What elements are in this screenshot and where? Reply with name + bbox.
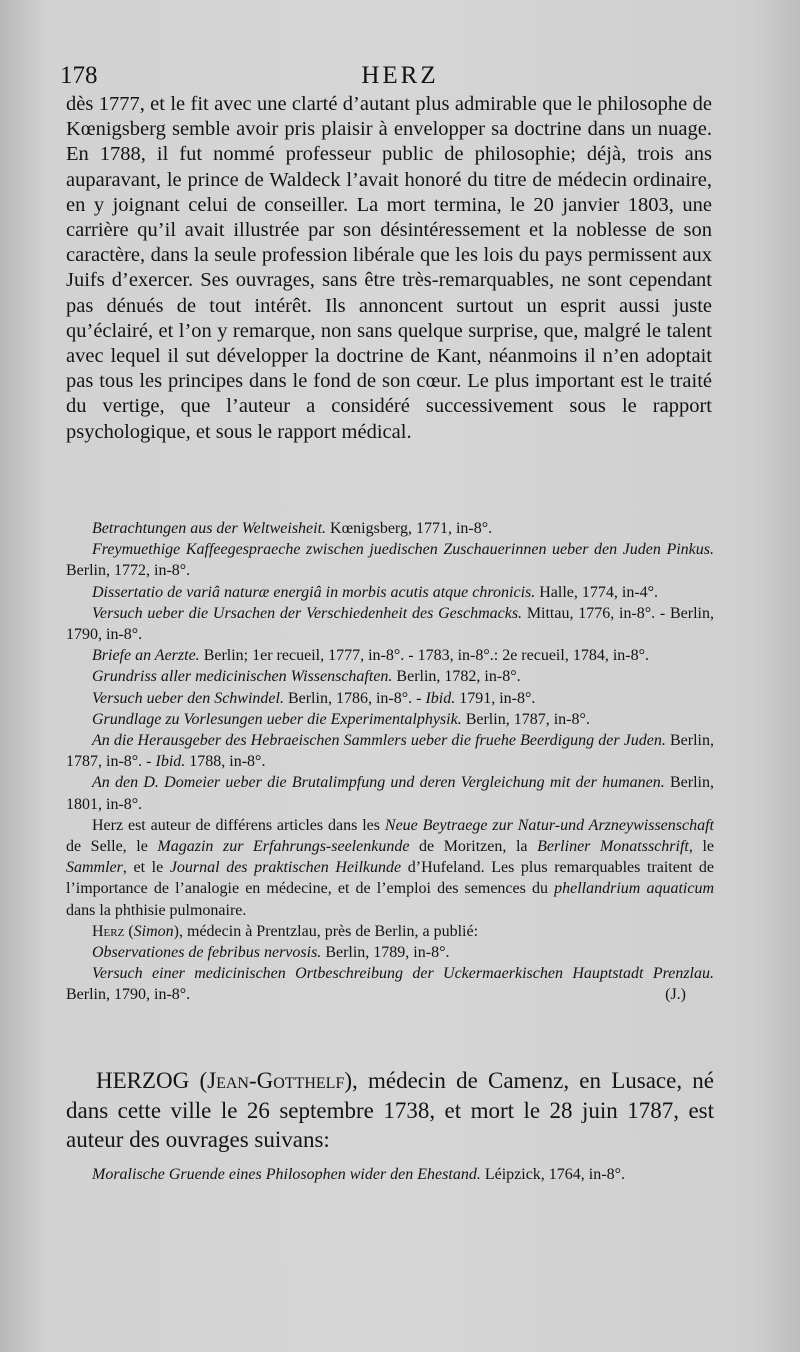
body-paragraph: dès 1777, et le fit avec une clarté d’autant plus admirable que le philosophe de Kœnigsberg semble avoir pris plaisir à envelopper sa doctrine dans un nuage. En 1788, il fut nommé professeur public de philosophie; déjà, trois ans auparavant, le prince de Waldeck l’avait honoré du titre de médecin ordinaire, en y joignant celui de conseiller. La mort termina, le 20 janvier 1803, une carrière qu’il avait illustrée par son désintéressement et la noblesse de son caractère, dans la seule profession libérale que les lois du pays permissent aux Juifs d’exercer. Ses ouvrages, sans être très-remarquables, ne sont cependant pas dénués de tout intérêt. Ils annoncent surtout un esprit aussi juste qu’éclairé, et l’on y remarque, non sans quelque surprise, que, malgré le talent avec lequel il sut développer la doctrine de Kant, néanmoins il n’en adoptait pas tous les principes dans le fond de son cœur. Le plus important est le traité du vertige, que l’auteur a considéré successivement sous le rapport psychologique, et sous le rapport médical. — [66, 93, 712, 443]
bibliography-entry: An die Herausgeber des Hebraeischen Sammlers ueber die fruehe Beerdigung der Juden. Berlin, 1787, in-8°. - Ibid. 1788, in-8°. — [66, 732, 714, 771]
bibliography-entry: An den D. Domeier ueber die Brutalimpfung und deren Vergleichung mit der humanen. Berlin, 1801, in-8°. — [66, 774, 714, 813]
herzog-works — [66, 1164, 714, 1186]
page-number: 178 — [60, 62, 98, 89]
simon-herz-entry: Herz (Simon), médecin à Prentzlau, près de Berlin, a publié: — [92, 922, 479, 940]
bibliography-entry: Betrachtungen aus der Weltweisheit. Kœnigsberg, 1771, in-8°. — [92, 520, 493, 537]
bibliography-entry: Freymuethige Kaffeegespraeche zwischen juedischen Zuschauerinnen ueber den Juden Pinkus. Berlin, 1772, in-8°. — [66, 541, 714, 580]
bibliography-entry: Versuch einer medicinischen Ortbeschreibung der Uckermaerkischen Hauptstadt Prenzlau. Berlin, 1790, in-8°. (J.) — [66, 963, 714, 1005]
page-header — [60, 62, 740, 92]
bibliography-entry: Moralische Gruende eines Philosophen wider den Ehestand. Léipzick, 1764, in-8°. — [92, 1166, 625, 1183]
bibliography-entry: Observationes de febribus nervosis. Berlin, 1789, in-8°. — [92, 944, 450, 962]
bibliography-entry: Grundlage zu Vorlesungen ueber die Experimentalphysik. Berlin, 1787, in-8°. — [92, 710, 590, 728]
articles-note: Herz est auteur de différens articles dans les Neue Beytraege zur Natur-und Arzneywissenschaft de Selle, le Magazin zur Erfahrungs-seelenkunde de Moritzen, la Berliner Monatsschrift, le Sammler, et le Journal des praktischen Heilkunde d’Hufeland. Les plus remarquables traitent de l’importance de l’analogie en médecine, et de l’emploi des semences du phellandrium aquaticum dans la phthisie pulmonaire. — [66, 816, 715, 919]
herzog-first-name: Jean-Gotthelf — [207, 1068, 345, 1093]
running-head: HERZ — [361, 62, 439, 89]
bibliography-notes — [66, 518, 714, 1006]
herzog-entry — [66, 1066, 714, 1155]
bibliography-entry: Dissertatio de variâ naturæ energiâ in morbis acutis atque chronicis. Halle, 1774, in-4°. — [92, 583, 659, 601]
bibliography-entry: Grundriss aller medicinischen Wissenschaften. Berlin, 1782, in-8°. — [92, 668, 521, 686]
herzog-name: HERZOG — [96, 1068, 190, 1093]
biography-text — [66, 92, 712, 445]
bibliography-entry: Versuch ueber den Schwindel. Berlin, 1786, in-8°. - Ibid. 1791, in-8°. — [92, 689, 536, 707]
bibliography-entry: Briefe an Aerzte. Berlin; 1er recueil, 1777, in-8°. - 1783, in-8°.: 2e recueil, 1784, in-8°. — [92, 647, 649, 665]
author-signature: (J.) — [665, 986, 686, 1004]
herzog-paragraph: HERZOG (Jean-Gotthelf), médecin de Camenz, en Lusace, né dans cette ville le 26 septembre 1738, et mort le 28 juin 1787, est auteur des ouvrages suivans: — [66, 1068, 714, 1152]
bibliography-entry: Versuch ueber die Ursachen der Verschiedenheit des Geschmacks. Mittau, 1776, in-8°. - Berlin, 1790, in-8°. — [66, 604, 715, 644]
